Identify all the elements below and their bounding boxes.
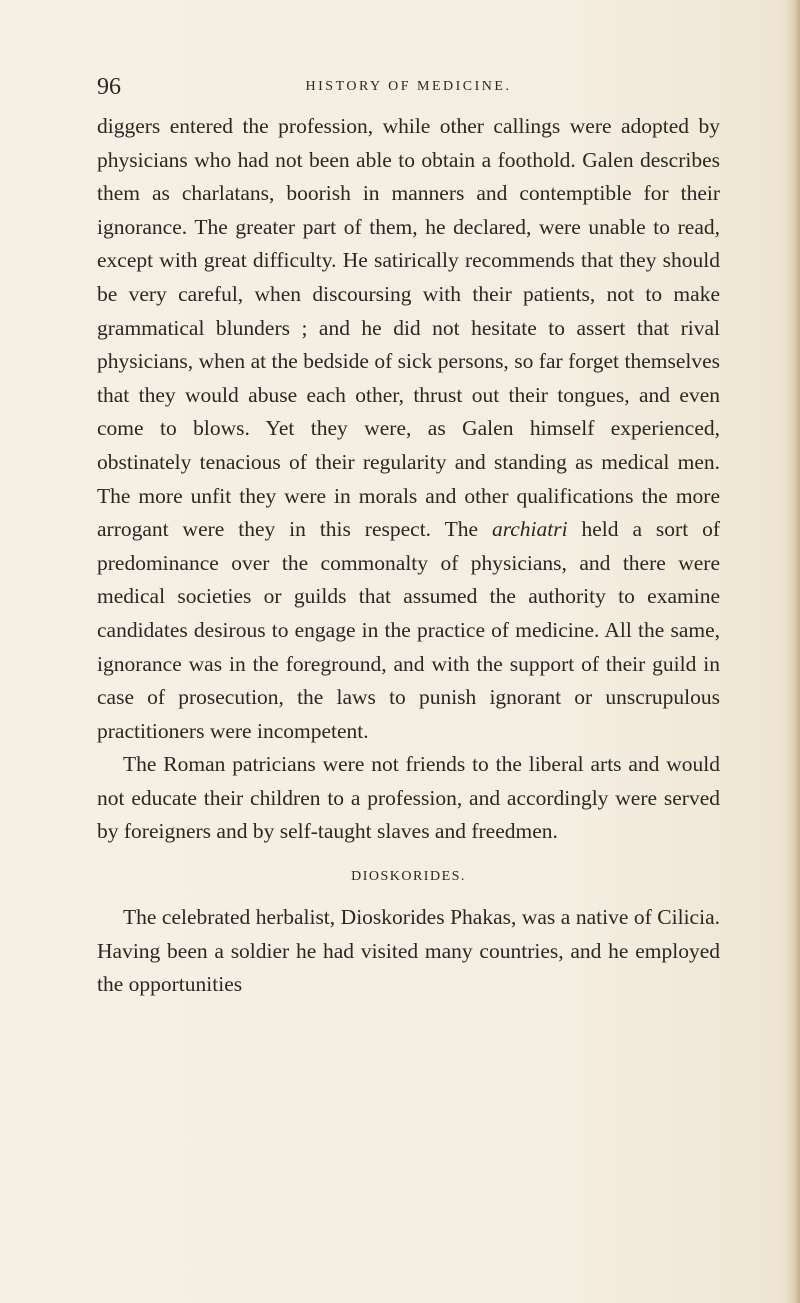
page-edge-shadow (786, 0, 800, 1303)
section-heading: DIOSKORIDES. (351, 869, 466, 885)
running-head: HISTORY OF MEDICINE. (305, 79, 512, 94)
paragraph-roman-patricians: The Roman patricians were not friends to the liberal arts and would not educate their children to a profession, and accordingly were served by foreigners and by self-taught slaves and freedmen. (97, 752, 720, 844)
page-header (97, 72, 720, 102)
page-number: 96 (97, 74, 121, 100)
paragraph-dioskorides: The celebrated herbalist, Dioskorides Phakas, was a native of Cilicia. Having been a soldier he had visited many countries, and he employed the opportunities (97, 905, 720, 997)
paragraph-1-text-b: held a sort of predominance over the commonalty of physicians, and there were medical societies or guilds that assumed the authority to examine candidates desirous to engage in the practice of medicine. All the same, ignorance was in the foreground, and with the support of their guild in case of prosecution, the laws to punish ignorant or unscrupulous practitioners were incompetent. (97, 517, 720, 743)
paragraph-charlatans (97, 110, 720, 748)
paragraph-1-text-a: diggers entered the profession, while other callings were adopted by physicians who had not been able to obtain a foothold. Galen describes them as charlatans, boorish in manners and contemptible for their ignorance. The greater part of them, he declared, were unable to read, except with great difficulty. He satirically recommends that they should be very careful, when discoursing with their patients, not to make grammatical blunders ; and he did not hesitate to assert that rival physicians, when at the bedside of sick persons, so far forget themselves that they would abuse each other, thrust out their tongues, and even come to blows. Yet they were, as Galen himself experienced, obstinately tenacious of their regularity and standing as medical men. The more unfit they were in morals and other qualifications the more arrogant were they in this respect. The (97, 114, 720, 542)
body-text (97, 110, 720, 1002)
paragraph-1-italic: archiatri (491, 517, 568, 542)
